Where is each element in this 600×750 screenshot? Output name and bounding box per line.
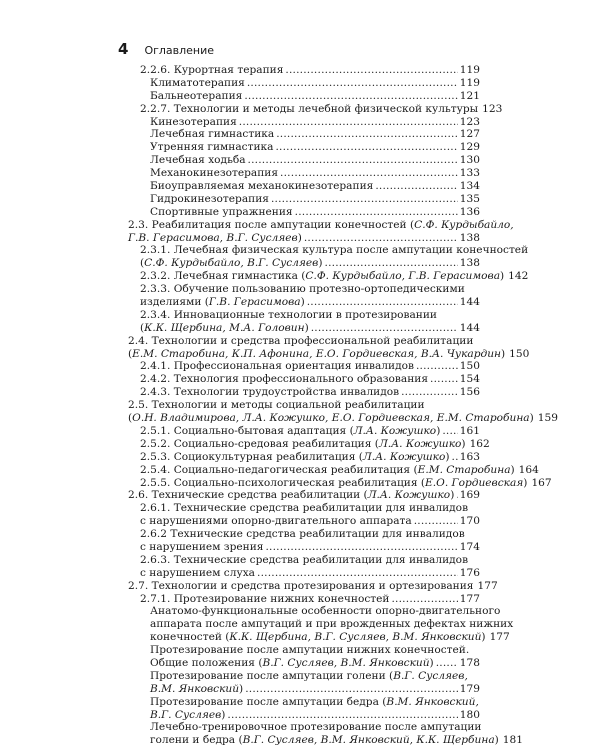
toc-entry-text — [128, 232, 302, 245]
toc-page-number: 123 — [459, 115, 480, 128]
toc-entry-label: 2.3.2. Лечебная гимнастика ( — [140, 270, 306, 283]
toc-entry-text — [128, 219, 514, 232]
toc-entry-suffix: ) — [461, 437, 466, 450]
toc-entry-label: ( — [140, 321, 145, 334]
dot-leader — [375, 180, 457, 193]
toc-entry-text — [150, 683, 243, 696]
toc-entry[interactable] — [128, 437, 490, 451]
toc-entry-label: 2.5.2. Социально-средовая реабилитация ( — [140, 437, 379, 450]
toc-entry[interactable] — [128, 347, 530, 361]
toc-entry-authors: Л.А. Кожушко — [362, 450, 446, 463]
toc-entry[interactable] — [128, 567, 480, 580]
toc-entry-text — [140, 283, 465, 296]
toc-entry-label: с нарушением слуха — [140, 566, 255, 579]
toc-entry-authors: Е.М. Старобина — [417, 463, 511, 476]
toc-entry[interactable] — [128, 412, 558, 425]
toc-page-number: 161 — [459, 424, 480, 437]
toc-entry-text — [150, 605, 500, 618]
toc-entry[interactable] — [128, 102, 503, 116]
toc-entry-text — [150, 90, 242, 103]
toc-entry-authors: Е.М. Старобина, К.П. Афонина, Е.О. Гордиевская, В.А. Чукардин — [132, 347, 502, 360]
toc-entry-suffix: ) — [494, 734, 499, 747]
toc-entry[interactable] — [128, 631, 510, 644]
toc-entry-label: Утренняя гимнастика — [150, 141, 274, 154]
toc-entry-text — [150, 644, 469, 657]
toc-entry-label: 2.5.4. Социально-педагогическая реабилитация ( — [140, 463, 418, 476]
toc-page-number: 179 — [459, 682, 480, 695]
toc-entry-label: Лечебная гимнастика — [150, 128, 275, 141]
toc-entry[interactable] — [128, 528, 480, 541]
toc-page-number: 130 — [459, 154, 480, 167]
toc-entry[interactable] — [128, 463, 539, 477]
toc-entry-text — [140, 103, 478, 116]
toc-page-number: 174 — [459, 540, 480, 553]
toc-entry-label: Протезирование после ампутации голени ( — [150, 669, 394, 682]
toc-entry[interactable] — [128, 451, 480, 464]
toc-entry-authors: К.К. Щербина, В.Г. Сусляев, В.М. Янковский — [229, 631, 482, 644]
toc-entry[interactable] — [128, 232, 480, 245]
toc-entry-text — [150, 618, 513, 631]
toc-page-number: 176 — [459, 566, 480, 579]
toc-entry-text — [150, 734, 499, 747]
toc-page-number: 119 — [459, 76, 480, 89]
toc-entry-text — [140, 425, 440, 438]
toc-entry[interactable] — [128, 90, 480, 103]
dot-leader — [442, 425, 457, 438]
toc-entry-text — [150, 180, 373, 193]
toc-entry-suffix: ) — [501, 347, 506, 360]
toc-entry-suffix: ) — [529, 412, 534, 425]
toc-entry-text — [128, 399, 425, 412]
toc-entry[interactable] — [128, 244, 529, 257]
toc-entry[interactable] — [128, 618, 514, 631]
toc-page-number: 163 — [459, 450, 480, 463]
toc-entry-text — [140, 244, 528, 257]
toc-page-number: 170 — [459, 515, 480, 528]
toc-page-number: 162 — [469, 437, 490, 450]
toc-entry-label: голени и бедра ( — [150, 734, 243, 747]
toc-entry-authors: О.Н. Владимирова, Л.А. Кожушко, Е.О. Гордиевская, Е.М. Старобина — [132, 412, 530, 425]
toc-page-number: 133 — [459, 167, 480, 180]
toc-entry-authors: Е.О. Гордиевская — [425, 476, 524, 489]
toc-entry[interactable] — [128, 489, 480, 502]
toc-page-number: 150 — [459, 360, 480, 373]
toc-entry-text — [128, 335, 473, 348]
toc-entry[interactable] — [128, 476, 552, 490]
toc-page-number: 150 — [509, 347, 530, 360]
dot-leader — [248, 154, 458, 167]
toc-entry-authors: С.Ф. Курдыбайло, Г.В. Герасимова — [305, 270, 501, 283]
toc-entry-label: ( — [128, 412, 133, 425]
toc-entry-label: 2.4.1. Профессиональная ориентация инвалидов — [140, 360, 414, 373]
toc-entry-text — [128, 580, 473, 593]
toc-entry-text — [150, 670, 468, 683]
toc-entry-label: 2.2.6. Курортная терапия — [140, 64, 284, 76]
toc-entry[interactable] — [128, 515, 480, 528]
toc-entry-text — [128, 412, 534, 425]
toc-entry[interactable] — [128, 554, 480, 567]
toc-entry-authors: В.Г. Сусляев, — [393, 669, 468, 682]
toc-entry[interactable] — [128, 657, 480, 670]
toc-entry-suffix: ) — [436, 424, 441, 437]
toc-page-number: 121 — [459, 89, 480, 102]
toc-entry[interactable] — [128, 696, 480, 709]
toc-entry[interactable] — [128, 309, 480, 322]
dot-leader — [275, 141, 457, 154]
toc-entry-text — [140, 64, 283, 77]
toc-entry-text — [140, 502, 468, 515]
toc-entry-authors: В.Г. Сусляев — [150, 708, 222, 721]
toc-entry-label: с нарушениями опорно-двигательного аппарата — [140, 515, 412, 528]
toc-entry[interactable] — [128, 683, 480, 696]
toc-entry-suffix: ) — [450, 489, 455, 502]
toc-page-number: 164 — [518, 463, 539, 476]
toc-entry-label: аппарата после ампутаций и при врожденных дефектах нижних — [150, 618, 514, 631]
toc-entry-suffix: ) — [297, 231, 302, 244]
toc-entry-authors: Г.В. Герасимова — [208, 296, 301, 309]
toc-entry[interactable] — [128, 283, 480, 296]
toc-entry-label: 2.6.1. Технические средства реабилитации для инвалидов — [140, 502, 469, 515]
toc-entry-text — [150, 128, 274, 141]
page-title: Оглавление — [144, 44, 215, 57]
toc-entry-label: 2.5.5. Социально-психологическая реабилитация ( — [140, 476, 426, 489]
toc-entry[interactable] — [128, 605, 501, 618]
toc-entry-text — [150, 141, 273, 154]
toc-entry-text — [140, 528, 465, 541]
toc-entry[interactable] — [128, 296, 480, 309]
dot-leader — [391, 593, 457, 606]
toc-entry-authors: В.М. Янковский, — [386, 695, 479, 708]
toc-entry-text — [140, 438, 466, 451]
toc-entry-label: 2.4.3. Технологии трудоустройства инвалидов — [140, 386, 400, 399]
toc-entry-authors: В.Г. Сусляев, В.М. Янковский — [262, 656, 430, 669]
toc-entry-label: 2.3.4. Инновационные технологии в протезировании — [140, 308, 437, 321]
toc-entry-text — [140, 257, 323, 270]
dot-leader — [430, 373, 458, 386]
toc-entry[interactable] — [128, 257, 480, 270]
toc-entry-authors: С.Ф. Курдыбайло, В.Г. Сусляев — [144, 257, 319, 270]
toc-entry[interactable] — [128, 64, 480, 77]
dot-leader — [295, 206, 458, 219]
toc-entry-label: Спортивные упражнения — [150, 205, 293, 218]
toc-entry-suffix: ) — [221, 708, 226, 721]
toc-page-number: 123 — [482, 102, 503, 115]
toc-page-number: 177 — [489, 631, 510, 644]
toc-entry[interactable] — [128, 670, 480, 683]
toc-entry-suffix: ) — [300, 296, 305, 309]
toc-entry-label: ( — [128, 347, 133, 360]
toc-entry-text — [150, 167, 278, 180]
toc-entry-label: Биоуправляемая механокинезотерапия — [150, 180, 374, 193]
page-number: 4 — [118, 40, 129, 58]
toc-entry-text — [140, 322, 309, 335]
toc-entry-suffix: ) — [429, 656, 434, 669]
toc-entry[interactable] — [128, 218, 514, 232]
toc-entry-label: 2.2.7. Технологии и методы лечебной физической культуры — [140, 102, 479, 115]
toc-entry-suffix: ) — [445, 450, 450, 463]
toc-entry[interactable] — [128, 270, 529, 283]
toc-entry[interactable] — [128, 373, 480, 386]
toc-entry-label: 2.7.1. Протезирование нижних конечностей — [140, 592, 390, 605]
toc-entry[interactable] — [128, 335, 480, 348]
dot-leader — [227, 709, 457, 722]
toc-entry-text — [150, 77, 245, 90]
toc-entry-text — [140, 567, 255, 580]
toc-page-number: 167 — [531, 476, 552, 489]
toc-entry-text — [140, 360, 414, 373]
toc-entry-suffix: ) — [510, 463, 515, 476]
toc-entry[interactable] — [128, 167, 480, 180]
toc-entry-label: Климатотерапия — [150, 76, 245, 89]
dot-leader — [276, 128, 458, 141]
toc-entry-label: Общие положения ( — [150, 656, 263, 669]
toc-page-number: 156 — [459, 386, 480, 399]
dot-leader — [244, 90, 457, 103]
dot-leader — [325, 257, 458, 270]
toc-entry[interactable] — [128, 116, 480, 129]
toc-entry-label: изделиями ( — [140, 296, 209, 309]
toc-entry-label: 2.6.2 Технические средства реабилитации для инвалидов — [140, 528, 465, 541]
toc-entry-label: 2.6.3. Технические средства реабилитации для инвалидов — [140, 553, 469, 566]
toc-entry[interactable] — [128, 128, 480, 141]
toc-entry[interactable] — [128, 399, 480, 412]
toc-page-number: 154 — [459, 373, 480, 386]
toc-entry[interactable] — [128, 141, 480, 154]
toc-page-number: 142 — [508, 270, 529, 283]
toc-entry-text — [150, 116, 237, 129]
dot-leader — [456, 489, 457, 502]
toc-entry-text — [150, 631, 486, 644]
toc-entry[interactable] — [128, 193, 480, 206]
toc-entry[interactable] — [128, 386, 480, 399]
toc-entry[interactable] — [128, 734, 524, 747]
toc-entry[interactable] — [128, 579, 498, 593]
toc-entry-text — [150, 657, 434, 670]
toc-page-number: 181 — [502, 734, 524, 747]
toc-entry-text — [140, 386, 399, 399]
toc-entry-label: 2.5.3. Социокультурная реабилитация ( — [140, 450, 363, 463]
toc-entry[interactable] — [128, 360, 480, 373]
toc-entry-label: 2.4. Технологии и средства профессиональной реабилитации — [128, 334, 474, 347]
toc-entry-label: Лечебная ходьба — [150, 154, 246, 167]
toc-entry[interactable] — [128, 593, 480, 606]
toc-entry-label: Протезирование после ампутации нижних конечностей. — [150, 644, 470, 657]
toc-entry-authors: Л.А. Кожушко — [353, 424, 437, 437]
dot-leader — [271, 193, 458, 206]
toc-entry[interactable] — [128, 77, 480, 90]
toc-entry-text — [150, 696, 479, 709]
toc-entry-label: с нарушением зрения — [140, 540, 264, 553]
toc-entry-suffix: ) — [500, 270, 505, 283]
toc-entry-label: 2.4.2. Технология профессионального образования — [140, 373, 428, 386]
toc-entry-authors: С.Ф. Курдыбайло, — [414, 218, 514, 231]
toc-entry-label: 2.5. Технологии и методы социальной реабилитации — [128, 399, 425, 412]
toc-entry-text — [150, 154, 246, 167]
toc-entry[interactable] — [128, 322, 480, 335]
table-of-contents — [128, 64, 558, 747]
toc-entry[interactable] — [128, 644, 480, 657]
toc-page-number: 138 — [459, 257, 480, 270]
toc-page-number: 134 — [459, 180, 480, 193]
toc-entry-authors: К.К. Щербина, М.А. Головин — [144, 321, 305, 334]
toc-entry-suffix: ) — [523, 476, 528, 489]
toc-entry-text — [140, 593, 389, 606]
dot-leader — [247, 77, 458, 90]
toc-entry-label: Лечебно-тренировочное протезирование после ампутации — [150, 721, 482, 734]
toc-entry-label: Механокинезотерапия — [150, 167, 279, 180]
toc-entry-text — [140, 309, 437, 322]
toc-entry-label: 2.3. Реабилитация после ампутации конечностей ( — [128, 218, 415, 231]
toc-entry-text — [150, 193, 269, 206]
toc-entry-label: 2.3.1. Лечебная физическая культура после ампутации конечностей — [140, 244, 529, 257]
toc-entry-label: Бальнеотерапия — [150, 89, 243, 102]
toc-entry[interactable] — [128, 180, 480, 193]
toc-entry-text — [140, 270, 504, 283]
toc-page-number: 144 — [459, 321, 480, 334]
dot-leader — [280, 167, 458, 180]
toc-entry-text — [140, 541, 263, 554]
toc-entry-text — [150, 709, 225, 722]
toc-page-number: 135 — [459, 192, 480, 205]
toc-entry-suffix: ) — [304, 321, 309, 334]
toc-entry[interactable] — [128, 425, 480, 438]
dot-leader — [239, 116, 458, 129]
dot-leader — [414, 515, 458, 528]
toc-entry[interactable] — [128, 709, 480, 722]
dot-leader — [401, 386, 458, 399]
dot-leader — [285, 64, 457, 77]
toc-entry[interactable] — [128, 206, 480, 219]
toc-page-number: 169 — [459, 489, 480, 502]
toc-page-number: 119 — [459, 64, 480, 76]
toc-entry-text — [128, 489, 454, 502]
toc-entry-suffix: ) — [318, 257, 323, 270]
toc-entry-text — [150, 206, 293, 219]
toc-entry-suffix: ) — [239, 682, 244, 695]
toc-entry-text — [128, 348, 505, 361]
dot-leader — [265, 541, 457, 554]
toc-page-number: 129 — [459, 141, 480, 154]
dot-leader — [436, 657, 458, 670]
toc-entry-text — [140, 477, 527, 490]
toc-entry[interactable] — [128, 721, 480, 734]
dot-leader — [416, 360, 458, 373]
toc-entry-label: 2.6. Технические средства реабилитации ( — [128, 489, 368, 502]
toc-page-number: 180 — [459, 708, 480, 721]
toc-entry-authors: В.М. Янковский — [150, 682, 240, 695]
toc-entry[interactable] — [128, 154, 480, 167]
toc-page-number: 138 — [459, 231, 480, 244]
toc-entry-label: Протезирование после ампутации бедра ( — [150, 695, 387, 708]
toc-entry-label: Кинезотерапия — [150, 115, 237, 128]
toc-page-number: 159 — [537, 412, 558, 425]
toc-entry-label: 2.5.1. Социально-бытовая адаптация ( — [140, 424, 354, 437]
toc-entry-authors: Л.А. Кожушко — [367, 489, 451, 502]
dot-leader — [245, 683, 458, 696]
toc-entry-text — [140, 464, 515, 477]
page-header — [118, 40, 214, 62]
toc-entry-label: ( — [140, 257, 145, 270]
toc-entry-label: 2.7. Технологии и средства протезирования и ортезирования — [128, 579, 474, 592]
toc-entry-authors: В.Г. Сусляев, В.М. Янковский, К.К. Щербина — [242, 734, 495, 747]
toc-page-number: 177 — [459, 592, 480, 605]
toc-entry-authors: Г.В. Герасимова, В.Г. Сусляев — [128, 231, 298, 244]
toc-entry-label: конечностей ( — [150, 631, 230, 644]
toc-entry[interactable] — [128, 541, 480, 554]
toc-entry[interactable] — [128, 502, 480, 515]
toc-page-number: 127 — [459, 128, 480, 141]
dot-leader — [304, 232, 458, 245]
toc-entry-text — [140, 451, 450, 464]
toc-page-number: 136 — [459, 205, 480, 218]
toc-entry-text — [140, 554, 468, 567]
dot-leader — [311, 322, 458, 335]
toc-entry-text — [140, 373, 428, 386]
toc-entry-text — [140, 296, 305, 309]
toc-entry-label: 2.3.3. Обучение пользованию протезно-ортопедическими — [140, 283, 465, 296]
toc-entry-authors: Л.А. Кожушко — [378, 437, 462, 450]
dot-leader — [307, 296, 458, 309]
toc-page-number: 178 — [459, 656, 480, 669]
toc-page-number: 144 — [459, 296, 480, 309]
toc-page-number: 177 — [477, 579, 498, 592]
toc-entry-label: Гидрокинезотерапия — [150, 192, 269, 205]
dot-leader — [257, 567, 458, 580]
toc-entry-text — [140, 515, 412, 528]
toc-entry-text — [150, 721, 481, 734]
dot-leader — [452, 451, 458, 464]
toc-entry-suffix: ) — [481, 631, 486, 644]
toc-entry-label: Анатомо-функциональные особенности опорно-двигательного — [150, 605, 501, 618]
